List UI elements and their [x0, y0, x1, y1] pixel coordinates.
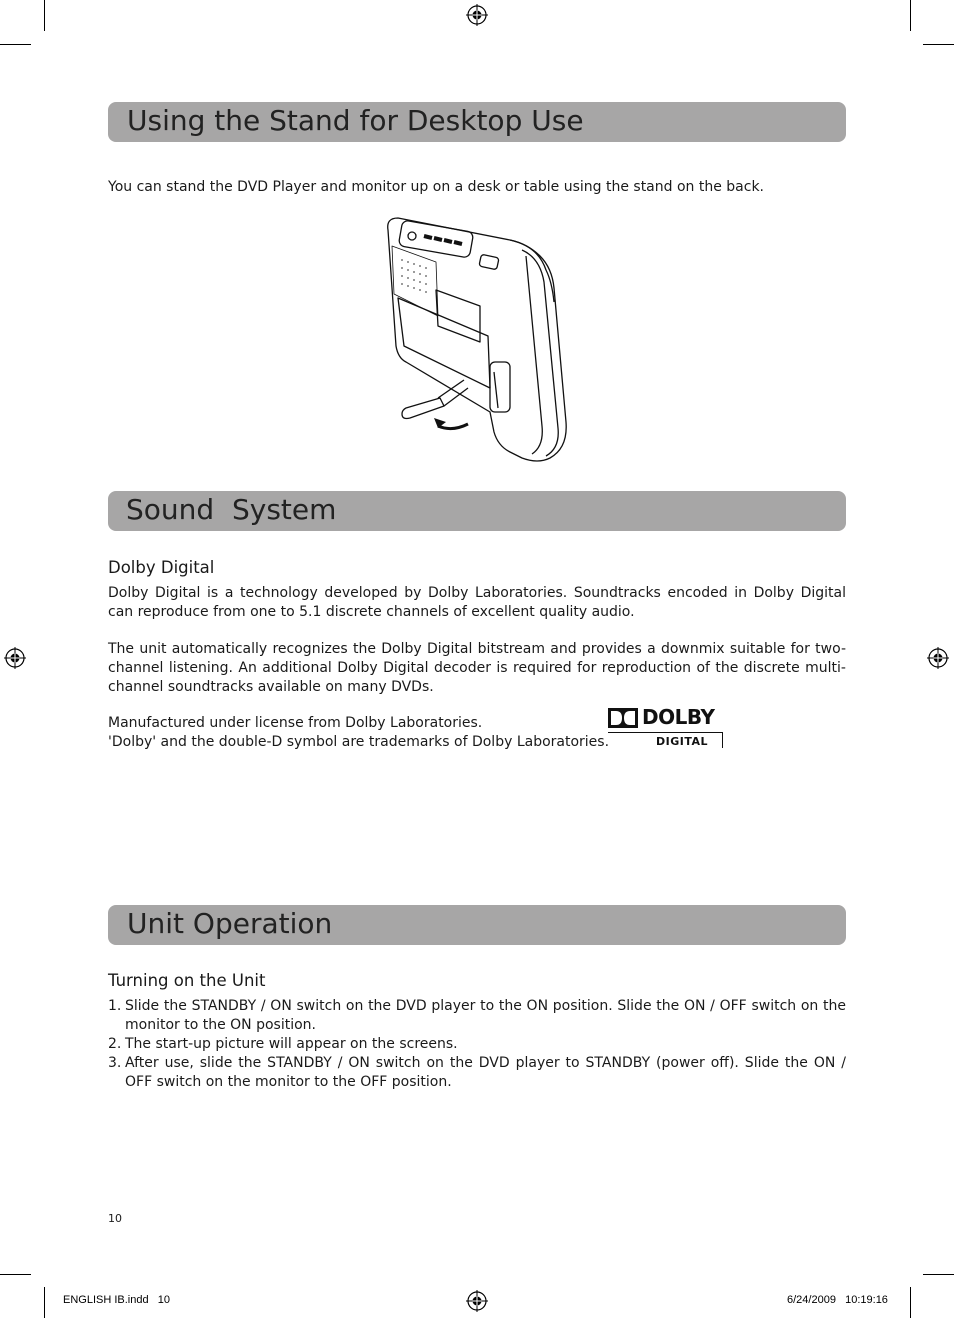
crop-mark [0, 1274, 31, 1275]
turning-on-subheading: Turning on the Unit [108, 971, 266, 990]
section-header-unit [108, 905, 846, 945]
crop-mark [44, 0, 45, 31]
crop-mark [910, 0, 911, 31]
page-number: 10 [108, 1212, 122, 1225]
list-item [108, 1054, 846, 1092]
license-line-2: 'Dolby' and the double-D symbol are trademarks of Dolby Laboratories. [108, 734, 610, 750]
step-number: 2. [108, 1036, 122, 1052]
section-title: Sound System [126, 493, 337, 526]
dolby-digital-logo [608, 706, 726, 750]
crop-mark [44, 1287, 45, 1318]
crop-mark [923, 44, 954, 45]
step-text: Slide the STANDBY / ON switch on the DVD player to the ON position. Slide the ON / OFF switch on the monitor to the ON position. [125, 998, 846, 1033]
dolby-logo-sub: DIGITAL [656, 735, 709, 748]
double-d-icon [608, 708, 638, 728]
registration-mark-icon [466, 4, 488, 26]
dolby-subheading: Dolby Digital [108, 558, 215, 577]
crop-mark [923, 1274, 954, 1275]
step-text: After use, slide the STANDBY / ON switch on the DVD player to STANDBY (power off). Slide the ON / OFF switch on the monitor to the OFF position. [125, 1055, 846, 1090]
section-header-stand [108, 102, 846, 142]
dolby-paragraph-2: The unit automatically recognizes the Dolby Digital bitstream and provides a downmix suitable for two-channel listening. An additional Dolby Digital decoder is required for reproduction of the discrete multi-channel soundtracks available on many DVDs. [108, 641, 846, 695]
section-title: Unit Operation [127, 907, 333, 940]
slug-left: ENGLISH IB.indd 10 [63, 1294, 170, 1306]
list-item [108, 997, 846, 1035]
step-text: The start-up picture will appear on the screens. [125, 1036, 458, 1052]
registration-mark-icon [4, 647, 26, 669]
crop-mark [0, 44, 31, 45]
registration-mark-icon [466, 1290, 488, 1312]
slug-right: 6/24/2009 10:19:16 [787, 1294, 888, 1306]
dvd-player-stand-illustration [380, 212, 576, 464]
dolby-paragraph-1: Dolby Digital is a technology developed by Dolby Laboratories. Soundtracks encoded in Dolby Digital can reproduce from one to 5.1 discrete channels of excellent quality audio. [108, 585, 846, 620]
stand-description: You can stand the DVD Player and monitor up on a desk or table using the stand on the back. [108, 179, 765, 195]
dolby-logo-word: DOLBY [642, 705, 715, 729]
crop-mark [910, 1287, 911, 1318]
license-line-1: Manufactured under license from Dolby Laboratories. [108, 715, 483, 731]
section-title: Using the Stand for Desktop Use [127, 104, 584, 137]
registration-mark-icon [927, 647, 949, 669]
operation-steps-list [108, 997, 846, 1092]
list-item [108, 1035, 846, 1054]
step-number: 3. [108, 1055, 122, 1071]
step-number: 1. [108, 998, 122, 1014]
section-header-sound [108, 491, 846, 531]
